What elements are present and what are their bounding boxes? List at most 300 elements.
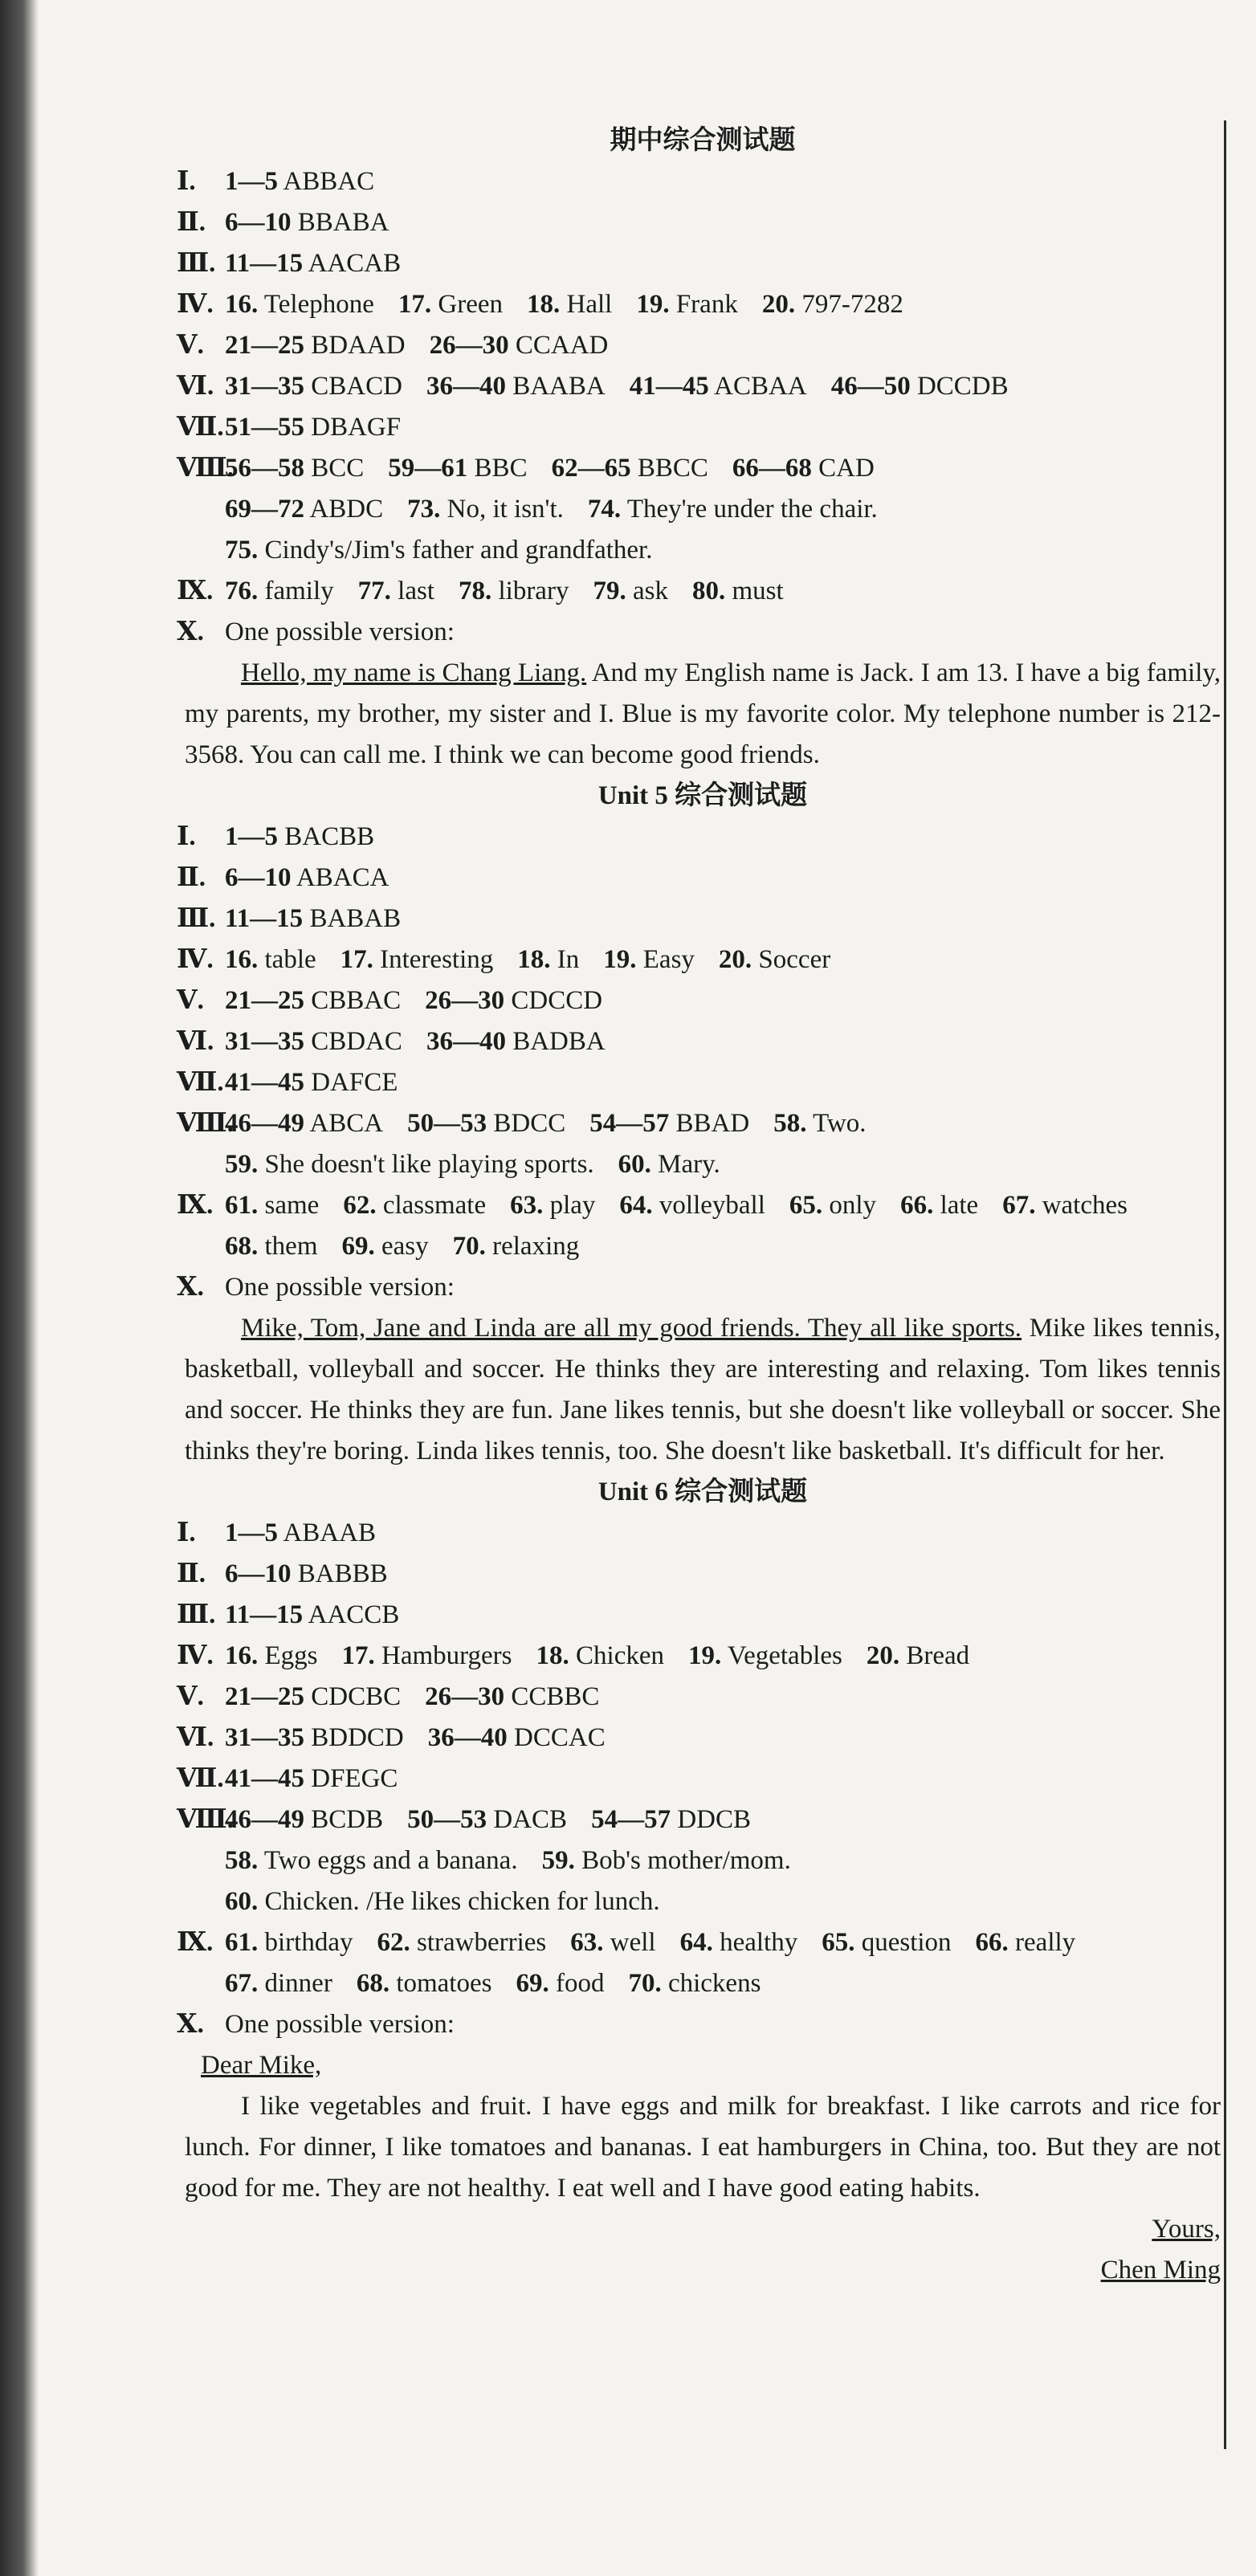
answer-text: Vegetables [727, 1641, 842, 1670]
answer-text: BBAD [675, 1109, 750, 1138]
part-numeral: Ⅷ. [177, 1109, 234, 1138]
answer-row [177, 858, 1221, 899]
answer-text: In [557, 945, 580, 974]
answer-text: same [264, 1191, 320, 1220]
part-numeral: Ⅹ. [177, 1273, 204, 1302]
answer-item [552, 454, 708, 483]
question-number: 77. [357, 577, 391, 605]
answer-text: Telephone [263, 290, 374, 319]
question-number: 66. [975, 1928, 1009, 1957]
letter-signature [185, 2250, 1221, 2291]
answer-text: BAABA [512, 372, 606, 401]
answer-item [453, 1232, 580, 1261]
question-number: 26—30 [425, 986, 505, 1015]
question-number: 46—50 [830, 372, 911, 401]
answer-row [177, 243, 1221, 284]
answer-text: ABACA [296, 863, 389, 892]
answer-item [225, 986, 401, 1015]
answer-item [225, 1641, 318, 1670]
question-number: 17. [398, 290, 432, 319]
essay-body: And my English name is Jack. I am 13. I have a big family, my parents, my brother, my sister and I. Blue is my favorite color. My telephone number is 212-3568. You can call me. I think we can become good friends. [185, 658, 1221, 769]
question-number: 36—40 [426, 372, 506, 401]
answer-item [225, 904, 401, 933]
answer-item [510, 1191, 595, 1220]
answer-item [225, 1109, 383, 1138]
answer-text: BDDCD [311, 1723, 404, 1752]
answer-text: question [861, 1928, 952, 1957]
question-number: 6—10 [225, 208, 292, 237]
question-number: 78. [458, 577, 492, 605]
question-number: 17. [340, 945, 373, 974]
part-numeral: Ⅶ. [177, 1764, 224, 1793]
answer-item [588, 495, 878, 524]
question-number: 61. [225, 1191, 259, 1220]
question-number: 66—68 [732, 454, 812, 483]
answer-row [177, 407, 1221, 448]
answer-text: DFEGC [311, 1764, 398, 1793]
answer-text: She doesn't like playing sports. [264, 1150, 594, 1179]
answer-item [618, 1150, 720, 1179]
answer-item [692, 577, 784, 605]
answer-text: really [1015, 1928, 1076, 1957]
part-numeral: Ⅲ. [177, 904, 216, 933]
answer-item [225, 1273, 455, 1302]
question-number: 20. [718, 945, 752, 974]
answer-row [177, 940, 1221, 980]
answer-text: healthy [720, 1928, 798, 1957]
answer-text: AACCB [308, 1600, 400, 1629]
question-number: 41—45 [629, 372, 709, 401]
closing-text: Yours, [1152, 2215, 1221, 2244]
part-numeral: Ⅷ. [177, 1805, 234, 1834]
part-numeral: Ⅸ. [177, 1928, 214, 1957]
part-numeral: Ⅳ. [177, 945, 214, 974]
answer-text: One possible version: [225, 618, 455, 646]
question-number: 21—25 [225, 1682, 304, 1711]
letter-body: I like vegetables and fruit. I have eggs and milk for breakfast. I like carrots and rice for lunch. For dinner, I like tomatoes and bananas. I eat hamburgers in China, too. But they are not good for me. They are not healthy. I eat well and I have good eating habits. [185, 2092, 1221, 2203]
answer-text: ask [632, 577, 668, 605]
answer-row [177, 1103, 1221, 1144]
question-number: 20. [866, 1641, 900, 1670]
answer-text: 797-7282 [801, 290, 903, 319]
answer-item [225, 1600, 399, 1629]
answer-item [542, 1846, 791, 1875]
answer-text: CBBAC [311, 986, 402, 1015]
answer-item [225, 1232, 317, 1261]
answer-item [900, 1191, 978, 1220]
answer-item [789, 1191, 876, 1220]
question-number: 18. [527, 290, 561, 319]
question-number: 19. [688, 1641, 722, 1670]
answer-text: CCAAD [515, 331, 609, 360]
answer-item [1002, 1191, 1128, 1220]
question-number: 61. [225, 1928, 259, 1957]
part-numeral: Ⅲ. [177, 249, 216, 278]
answer-text: classmate [382, 1191, 487, 1220]
answer-text: BACBB [284, 822, 375, 851]
answer-item [398, 290, 503, 319]
question-number: 54—57 [589, 1109, 670, 1138]
question-number: 67. [1002, 1191, 1036, 1220]
answer-item [225, 208, 389, 237]
answer-item [225, 1887, 660, 1916]
answer-item [343, 1191, 486, 1220]
question-number: 17. [341, 1641, 375, 1670]
answer-item [225, 1068, 398, 1097]
answer-text: Hall [566, 290, 613, 319]
question-number: 73. [407, 495, 441, 524]
part-numeral: Ⅲ. [177, 1600, 216, 1629]
answer-text: Bob's mother/mom. [581, 1846, 791, 1875]
answer-text: Eggs [264, 1641, 318, 1670]
essay-underlined-sentence: Hello, my name is Chang Liang. [241, 658, 587, 687]
page-binding-shadow [0, 0, 39, 2576]
answer-text: BADBA [512, 1027, 606, 1056]
answer-item [225, 413, 401, 442]
answer-item [225, 167, 374, 196]
answer-item [732, 454, 875, 483]
answer-text: Soccer [758, 945, 831, 974]
answer-text: CAD [818, 454, 875, 483]
answer-item [225, 372, 402, 401]
answer-text: DAFCE [311, 1068, 398, 1097]
answer-row [177, 202, 1221, 243]
answer-text: table [264, 945, 316, 974]
answer-item [822, 1928, 951, 1957]
part-numeral: Ⅰ. [177, 1518, 196, 1547]
answer-item [358, 577, 434, 605]
question-number: 6—10 [225, 863, 292, 892]
question-number: 59. [225, 1150, 259, 1179]
question-number: 21—25 [225, 986, 304, 1015]
question-number: 62. [377, 1928, 410, 1957]
question-number: 70. [628, 1969, 662, 1998]
question-number: 68. [225, 1232, 259, 1261]
answer-text: dinner [264, 1969, 332, 1998]
question-number: 64. [619, 1191, 653, 1220]
question-number: 69. [516, 1969, 549, 1998]
answer-row [177, 1677, 1221, 1718]
question-number: 56—58 [225, 454, 304, 483]
answer-text: DDCB [677, 1805, 751, 1834]
answer-text: ABBAC [283, 167, 375, 196]
question-number: 1—5 [225, 822, 278, 851]
answer-row [185, 1840, 1221, 1881]
question-number: 18. [536, 1641, 569, 1670]
part-numeral: Ⅱ. [177, 1559, 206, 1588]
part-numeral: Ⅵ. [177, 1723, 214, 1752]
question-number: 69—72 [225, 495, 304, 524]
answer-text: Frank [675, 290, 738, 319]
answer-text: BCDB [311, 1805, 384, 1834]
answer-item [225, 536, 652, 565]
question-number: 11—15 [225, 1600, 304, 1629]
answer-text: Easy [642, 945, 695, 974]
answer-text: last [398, 577, 434, 605]
signature-text: Chen Ming [1100, 2256, 1221, 2285]
answer-text: CDCCD [511, 986, 603, 1015]
answer-item [225, 1723, 404, 1752]
answer-text: watches [1042, 1191, 1128, 1220]
answer-text: Chicken. /He likes chicken for lunch. [264, 1887, 660, 1916]
answer-item [225, 945, 316, 974]
answer-item [517, 945, 579, 974]
answer-text: tomatoes [396, 1969, 492, 1998]
answer-item [225, 495, 383, 524]
question-number: 50—53 [407, 1109, 487, 1138]
letter-closing [185, 2209, 1221, 2250]
part-numeral: Ⅱ. [177, 208, 206, 237]
part-numeral: Ⅸ. [177, 1191, 214, 1220]
answer-item [225, 290, 374, 319]
answer-row [177, 1800, 1221, 1840]
question-number: 75. [225, 536, 259, 565]
answer-row [177, 1595, 1221, 1636]
question-number: 70. [452, 1232, 486, 1261]
answer-text: One possible version: [225, 2010, 455, 2039]
answer-item [628, 1969, 761, 1998]
question-number: 74. [587, 495, 622, 524]
answer-text: DCCDB [916, 372, 1009, 401]
question-number: 59—61 [388, 454, 468, 483]
answer-text: BCC [311, 454, 365, 483]
answer-text: CBDAC [311, 1027, 402, 1056]
answer-item [225, 1969, 332, 1998]
answer-row [177, 1922, 1221, 1963]
answer-text: Mary. [658, 1150, 720, 1179]
answer-item [225, 1559, 388, 1588]
answer-row [177, 1636, 1221, 1677]
part-numeral: Ⅹ. [177, 2010, 204, 2039]
answer-row [185, 530, 1221, 571]
question-number: 63. [570, 1928, 604, 1957]
question-number: 50—53 [407, 1805, 487, 1834]
part-numeral: Ⅱ. [177, 863, 206, 892]
question-number: 41—45 [225, 1068, 304, 1097]
answer-text: library [498, 577, 569, 605]
answer-text: play [549, 1191, 596, 1220]
answer-row [185, 1881, 1221, 1922]
answer-item [425, 986, 602, 1015]
answer-item [426, 372, 606, 401]
answer-item [688, 1641, 842, 1670]
answer-item [225, 1928, 353, 1957]
answer-text: Green [438, 290, 503, 319]
question-number: 21—25 [225, 331, 304, 360]
answer-item [388, 454, 527, 483]
section-title: Unit 6 综合测试题 [597, 1478, 808, 1506]
answer-text: CCBBC [511, 1682, 600, 1711]
answer-item [225, 1191, 319, 1220]
letter-greeting [185, 2045, 1221, 2086]
question-number: 41—45 [225, 1764, 304, 1793]
part-numeral: Ⅶ. [177, 413, 224, 442]
part-numeral: Ⅷ. [177, 454, 234, 483]
part-numeral: Ⅳ. [177, 1641, 214, 1670]
answer-item [225, 1518, 376, 1547]
part-numeral: Ⅶ. [177, 1068, 224, 1097]
answer-text: chickens [667, 1969, 761, 1998]
answer-text: ACBAA [714, 372, 807, 401]
answer-text: food [555, 1969, 605, 1998]
answer-text: ABDC [309, 495, 384, 524]
answer-row [177, 1267, 1221, 1308]
question-number: 26—30 [425, 1682, 505, 1711]
answer-text: BDAAD [311, 331, 406, 360]
answer-item [407, 495, 564, 524]
question-number: 31—35 [225, 1723, 304, 1752]
answer-text: must [732, 577, 784, 605]
question-number: 36—40 [427, 1723, 508, 1752]
question-number: 58. [773, 1109, 807, 1138]
answer-text: They're under the chair. [626, 495, 878, 524]
answer-text: them [264, 1232, 318, 1261]
answer-text: Cindy's/Jim's father and grandfather. [264, 536, 653, 565]
question-number: 69. [341, 1232, 375, 1261]
question-number: 16. [225, 290, 259, 319]
answer-text: DCCAC [514, 1723, 606, 1752]
question-number: 65. [822, 1928, 855, 1957]
answer-row [177, 1021, 1221, 1062]
answer-text: No, it isn't. [447, 495, 564, 524]
answer-item [459, 577, 569, 605]
question-number: 67. [225, 1969, 259, 1998]
part-numeral: Ⅴ. [177, 1682, 204, 1711]
answer-text: late [940, 1191, 979, 1220]
answer-row [177, 325, 1221, 366]
answer-item [831, 372, 1009, 401]
question-number: 31—35 [225, 1027, 304, 1056]
column-rule [1224, 120, 1226, 2449]
answer-item [428, 1723, 606, 1752]
answer-row [177, 1513, 1221, 1554]
answer-row [177, 448, 1221, 489]
part-numeral: Ⅵ. [177, 372, 214, 401]
answer-item [341, 1232, 428, 1261]
answer-item [225, 577, 334, 605]
answer-text: volleyball [659, 1191, 765, 1220]
answer-row [185, 489, 1221, 530]
answer-text: well [610, 1928, 656, 1957]
answer-text: DBAGF [311, 413, 402, 442]
essay-underlined-sentence: Mike, Tom, Jane and Linda are all my good friends. They all like sports. [241, 1314, 1022, 1343]
answer-text: Two. [813, 1109, 867, 1138]
answer-item [225, 1682, 401, 1711]
question-number: 31—35 [225, 372, 304, 401]
answer-item [342, 1641, 512, 1670]
question-number: 80. [691, 577, 726, 605]
answer-item [536, 1641, 664, 1670]
answer-text: birthday [264, 1928, 353, 1957]
part-numeral: Ⅹ. [177, 618, 204, 646]
question-number: 20. [761, 290, 796, 319]
answer-item [357, 1969, 492, 1998]
answer-text: Hamburgers [381, 1641, 512, 1670]
answer-item [680, 1928, 798, 1957]
answer-text: BBABA [297, 208, 389, 237]
answer-item [619, 1191, 765, 1220]
part-numeral: Ⅳ. [177, 290, 214, 319]
answer-row [177, 284, 1221, 325]
answer-item [593, 577, 668, 605]
answer-text: strawberries [416, 1928, 547, 1957]
question-number: 46—49 [225, 1805, 304, 1834]
answer-item [377, 1928, 546, 1957]
question-number: 60. [618, 1150, 651, 1179]
answer-item [225, 1027, 402, 1056]
answer-text: DACB [493, 1805, 568, 1834]
answer-row [177, 161, 1221, 202]
answer-item [407, 1109, 565, 1138]
answer-text: ABAAB [283, 1518, 376, 1547]
model-essay [185, 1308, 1221, 1472]
answer-item [407, 1805, 567, 1834]
answer-row [177, 1718, 1221, 1759]
question-number: 64. [679, 1928, 713, 1957]
answer-item [762, 290, 903, 319]
part-numeral: Ⅰ. [177, 167, 196, 196]
answer-item [426, 1027, 606, 1056]
answer-item [425, 1682, 599, 1711]
essay-body: Mike likes tennis, basketball, volleyball and soccer. He thinks they are interesting and relaxing. Tom likes tennis and soccer. He thinks they are fun. Jane likes tennis, but she doesn't like volleyball or soccer. She thinks they're boring. Linda likes tennis, too. She doesn't like basketball. It's difficult for her. [185, 1314, 1221, 1465]
answer-item [225, 1846, 518, 1875]
answer-text: One possible version: [225, 1273, 455, 1302]
question-number: 16. [225, 945, 259, 974]
part-numeral: Ⅴ. [177, 986, 204, 1015]
answer-row [177, 1759, 1221, 1800]
question-number: 19. [636, 290, 670, 319]
question-number: 58. [225, 1846, 259, 1875]
answer-item [773, 1109, 866, 1138]
answer-text: Chicken [576, 1641, 665, 1670]
question-number: 19. [603, 945, 637, 974]
question-number: 16. [225, 1641, 259, 1670]
answer-text: CBACD [311, 372, 402, 401]
answer-text: Two eggs and a banana. [263, 1846, 518, 1875]
answer-item [591, 1805, 751, 1834]
answer-item [867, 1641, 969, 1670]
answer-row [185, 1144, 1221, 1185]
answer-key-page [177, 120, 1221, 2291]
answer-text: only [829, 1191, 877, 1220]
answer-text: AACAB [308, 249, 402, 278]
question-number: 76. [225, 577, 259, 605]
question-number: 36—40 [426, 1027, 506, 1056]
answer-item [225, 2010, 455, 2039]
question-number: 51—55 [225, 413, 304, 442]
answer-row [177, 1554, 1221, 1595]
answer-item [225, 1805, 383, 1834]
question-number: 18. [517, 945, 551, 974]
answer-item [225, 822, 374, 851]
answer-item [225, 454, 364, 483]
answer-item [225, 618, 455, 646]
question-number: 1—5 [225, 167, 278, 196]
question-number: 60. [225, 1887, 259, 1916]
answer-row [177, 899, 1221, 940]
answer-row [177, 2004, 1221, 2045]
answer-text: relaxing [492, 1232, 580, 1261]
answer-row [177, 817, 1221, 858]
question-number: 11—15 [225, 904, 304, 933]
answer-row [177, 612, 1221, 653]
question-number: 66. [900, 1191, 934, 1220]
answer-row [177, 1185, 1221, 1226]
question-number: 54—57 [591, 1805, 671, 1834]
answer-row [185, 1963, 1221, 2004]
question-number: 6—10 [225, 1559, 292, 1588]
answer-item [225, 249, 401, 278]
